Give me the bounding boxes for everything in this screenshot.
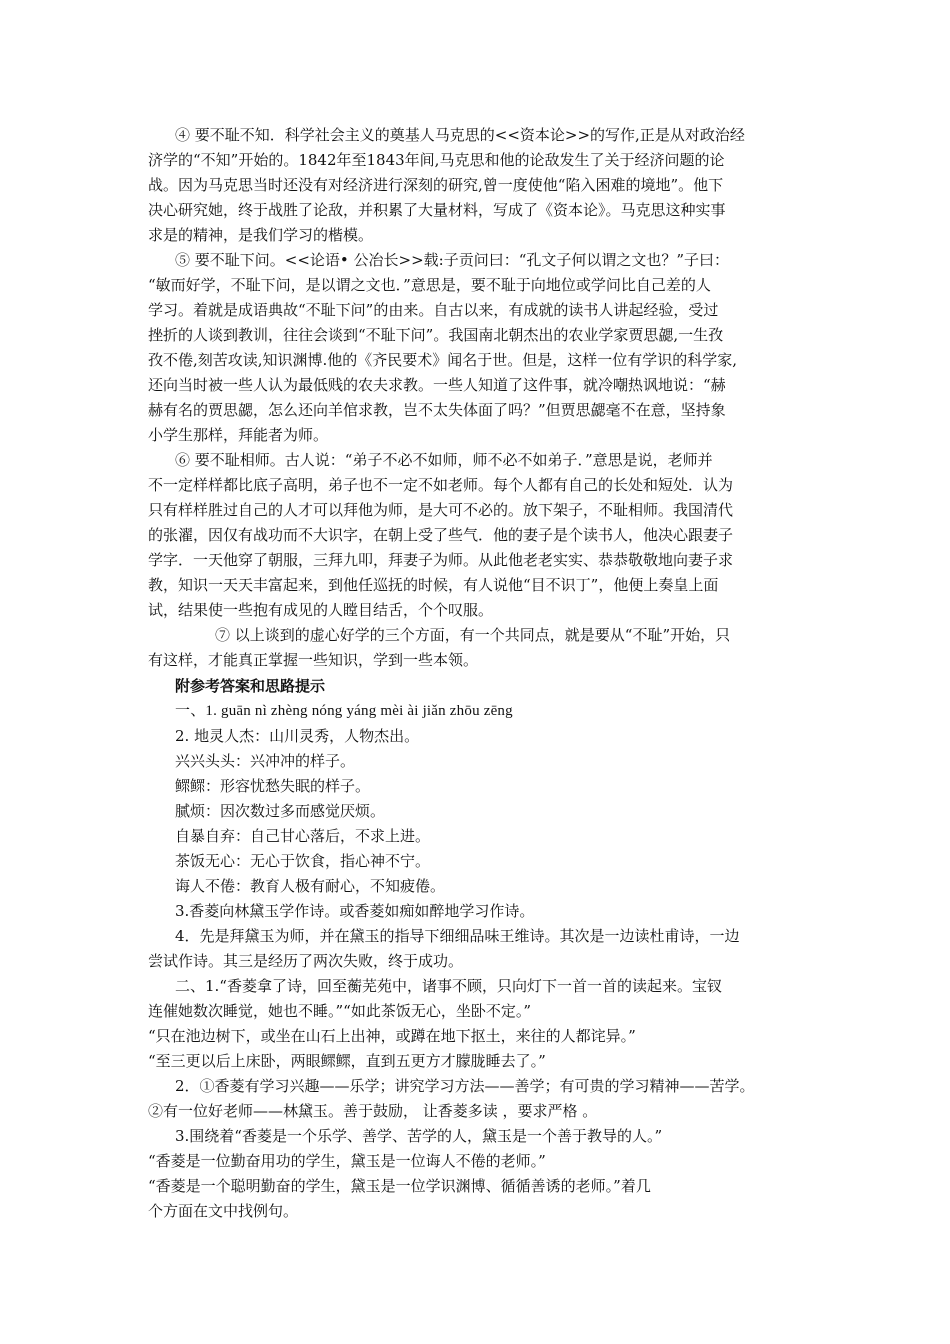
answer-line-17: 3.围绕着“香菱是一个乐学、善学、苦学的人，黛玉是一个善于教导的人。” xyxy=(175,1127,663,1145)
answer-line-10: 尝试作诗。其三是经历了两次失败，终于成功。 xyxy=(148,952,464,970)
answer-line-8: 3.香菱向林黛玉学作诗。或香菱如痴如醉地学习作诗。 xyxy=(175,902,535,920)
paragraph-6-line-6: 教，知识一天天丰富起来，到他任巡抚的时候，有人说他“目不识丁”，他便上奏皇上面 xyxy=(148,576,719,594)
paragraph-4-line-1: ④ 要不耻不知．科学社会主义的奠基人马克思的<<资本论>>的写作,正是从对政治经 xyxy=(175,126,745,144)
paragraph-5-line-7: 赫有名的贾思勰，怎么还向羊倌求教，岂不太失体面了吗？”但贾思勰毫不在意，坚持象 xyxy=(148,401,726,419)
paragraph-6-line-7: 试，结果使一些抱有成见的人瞠目结舌，个个叹服。 xyxy=(148,601,494,619)
answer-line-3: 鳏鳏：形容忧愁失眠的样子。 xyxy=(175,777,371,795)
paragraph-7-line-1: ⑦ 以上谈到的虚心好学的三个方面，有一个共同点，就是要从“不耻”开始，只 xyxy=(215,626,731,644)
answer-line-11: 二、1.“香菱拿了诗，回至蘅芜苑中，诸事不顾，只向灯下一首一首的读起来。宝钗 xyxy=(175,977,722,995)
paragraph-5-line-5: 孜不倦,刻苦攻读,知识渊博.他的《齐民要术》闻名于世。但是，这样一位有学识的科学家, xyxy=(148,351,738,369)
answer-line-19: “香菱是一个聪明勤奋的学生，黛玉是一位学识渊博、循循善诱的老师。”着几 xyxy=(148,1177,651,1195)
answer-line-6: 茶饭无心：无心于饮食，指心神不宁。 xyxy=(175,852,431,870)
answer-heading: 附参考答案和思路提示 xyxy=(175,677,326,695)
paragraph-6-line-3: 只有样样胜过自己的人才可以拜他为师，是大可不必的。放下架子，不耻相师。我国清代 xyxy=(148,501,734,519)
paragraph-6-line-1: ⑥ 要不耻相师。古人说：“弟子不必不如师，师不必不如弟子．”意思是说，老师并 xyxy=(175,451,713,469)
answer-line-7: 诲人不倦：教育人极有耐心，不知疲倦。 xyxy=(175,877,446,895)
answer-line-9: 4．先是拜黛玉为师，并在黛玉的指导下细细品味王维诗。其次是一边读杜甫诗，一边 xyxy=(175,927,740,945)
answer-line-14: “至三更以后上床卧，两眼鳏鳏，直到五更方才朦胧睡去了。” xyxy=(148,1052,546,1070)
answer-line-13: “只在池边树下，或坐在山石上出神，或蹲在地下抠土，来往的人都诧异。” xyxy=(148,1027,636,1045)
paragraph-6-line-2: 不一定样样都比底子高明，弟子也不一定不如老师。每个人都有自己的长处和短处．认为 xyxy=(148,476,734,494)
paragraph-5-line-8: 小学生那样，拜能者为师。 xyxy=(148,426,329,444)
answer-line-18: “香菱是一位勤奋用功的学生，黛玉是一位诲人不倦的老师。” xyxy=(148,1152,546,1170)
paragraph-5-line-6: 还向当时被一些人认为最低贱的农夫求教。一些人知道了这件事，就冷嘲热讽地说：“赫 xyxy=(148,376,726,394)
paragraph-6-line-4: 的张濯，因仅有战功而不大识字，在朝上受了些气．他的妻子是个读书人，他决心跟妻子 xyxy=(148,526,734,544)
paragraph-5-line-2: “敏而好学，不耻下问，是以谓之文也．”意思是，要不耻于向地位或学问比自己差的人 xyxy=(148,276,711,294)
paragraph-4-line-5: 求是的精神，是我们学习的楷模。 xyxy=(148,226,374,244)
pinyin-answer-line: 一、1. guān nì zhèng nóng yáng mèi ài jiǎn zhōu zēng xyxy=(175,703,513,719)
answer-line-15: 2．①香菱有学习兴趣——乐学；讲究学习方法——善学；有可贵的学习精神——苦学。 xyxy=(175,1077,755,1095)
answer-line-2: 兴兴头头：兴冲冲的样子。 xyxy=(175,752,356,770)
paragraph-5-line-4: 挫折的人谈到教训，往往会谈到“不耻下问”。我国南北朝杰出的农业学家贾思勰,一生孜 xyxy=(148,326,724,344)
paragraph-6-line-5: 学字．一天他穿了朝服，三拜九叩，拜妻子为师。从此他老老实实、恭恭敬敬地向妻子求 xyxy=(148,551,734,569)
paragraph-4-line-4: 决心研究她，终于战胜了论敌，并积累了大量材料，写成了《资本论》。马克思这种实事 xyxy=(148,201,726,219)
answer-line-20: 个方面在文中找例句。 xyxy=(148,1202,299,1220)
answer-line-1: 2. 地灵人杰：山川灵秀，人物杰出。 xyxy=(175,727,420,745)
answer-line-4: 腻烦：因次数过多而感觉厌烦。 xyxy=(175,802,386,820)
paragraph-4-line-2: 济学的“不知”开始的。1842年至1843年间,马克思和他的论敌发生了关于经济问题的论 xyxy=(148,151,725,169)
paragraph-4-line-3: 战。因为马克思当时还没有对经济进行深刻的研究,曾一度使他“陷入困难的境地”。他下 xyxy=(148,176,724,194)
answer-line-12: 连催她数次睡觉，她也不睡。”“如此茶饭无心，坐卧不定。” xyxy=(148,1002,532,1020)
paragraph-7-line-2: 有这样，才能真正掌握一些知识，学到一些本领。 xyxy=(148,651,479,669)
paragraph-5-line-3: 学习。着就是成语典故“不耻下问”的由来。自古以来，有成就的读书人讲起经验，受过 xyxy=(148,301,719,319)
answer-line-5: 自暴自弃：自己甘心落后，不求上进。 xyxy=(175,827,431,845)
paragraph-5-line-1: ⑤ 要不耻下问。<<论语• 公冶长>>载:子贡问曰：“孔文子何以谓之文也？”子曰： xyxy=(175,251,730,269)
answer-line-16: ②有一位好老师——林黛玉。善于鼓励， 让香菱多读 ，要求严格 。 xyxy=(148,1102,598,1120)
